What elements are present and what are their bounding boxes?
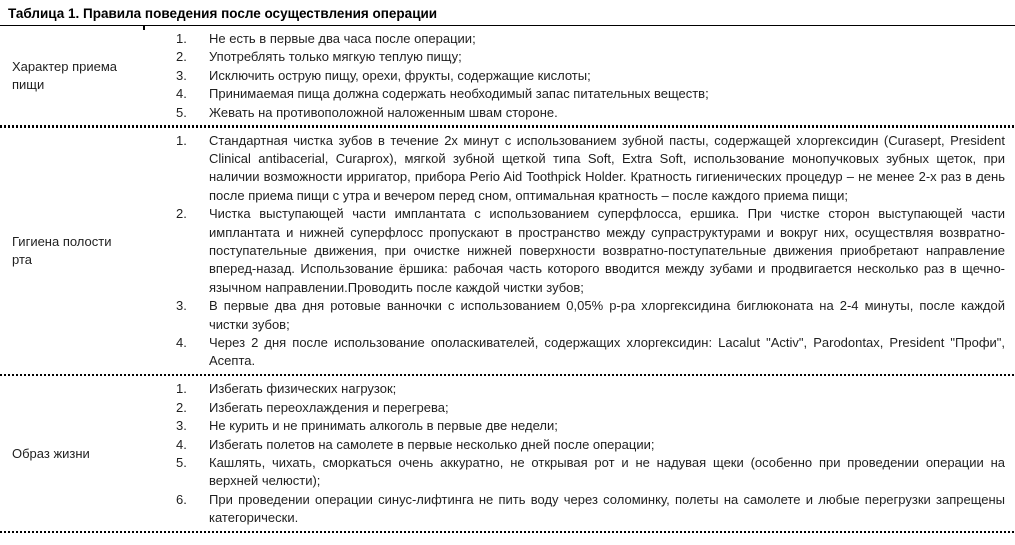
- item-text: Стандартная чистка зубов в течение 2х минут с использованием зубной пасты, содержащей хлоргексидин (Curasept, President Clinical antibacerial, Curaprox), мягкой зубной щеткой типа Soft, Extra Soft, использование монопучковых зубных щеток, при наличии возможности ирригатор, прибора Perio Aid Toothpick Holder. Кратность гигиенических процедур – не менее 2-х раз в день после приема пищи с утра и вечером перед сном, оптимальная кратность – после каждого приема пищи;: [209, 132, 1005, 203]
- row-items: [166, 30, 1015, 122]
- item-number: 3.: [176, 67, 187, 83]
- row-label-cell: [0, 380, 166, 527]
- list-item: [176, 399, 1005, 417]
- list-item: [176, 417, 1005, 435]
- list-item: [176, 48, 1005, 66]
- item-number: 3.: [176, 418, 187, 434]
- list-item: [176, 334, 1005, 371]
- item-text: Не курить и не принимать алкоголь в первые две недели;: [209, 418, 558, 434]
- table-row: [0, 26, 1015, 124]
- list-item: [176, 85, 1005, 103]
- item-text: В первые два дня ротовые ванночки с использованием 0,05% р-ра хлоргексидина биглюконата на 2-4 минуты, после каждой чистки зубов;: [209, 298, 1005, 332]
- title-rule: [0, 25, 1015, 26]
- item-number: 5.: [176, 104, 187, 120]
- list-item: [176, 491, 1005, 528]
- list-item: [176, 205, 1005, 297]
- item-text: Чистка выступающей части имплантата с использованием суперфлосса, ершика. При чистке сторон выступающей части имплантата и нижней суперфлосс пропускают в пространство между супраструктурами и вокруг них, осуществляя возвратно-поступательные движения, при очистке нижней поверхности возвратно-поступательные движения приобретают направление вперед-назад. Использование ёршика: рабочая часть которого вводится между зубами и продвигается несколько раз в щечно-язычном направлении.Проводить после каждой чистки зубов;: [209, 206, 1005, 295]
- list-item: [176, 454, 1005, 491]
- item-number: 6.: [176, 491, 187, 507]
- list-item: [176, 67, 1005, 85]
- item-text: Исключить острую пищу, орехи, фрукты, содержащие кислоты;: [209, 67, 591, 83]
- list-item: [176, 104, 1005, 122]
- item-number: 4.: [176, 436, 187, 452]
- item-text: Через 2 дня после использование ополаскивателей, содержащих хлоргексидин: Lacalut "Activ", Parodontax, President "Профи", Асепта.: [209, 335, 1005, 369]
- item-number: 3.: [176, 298, 187, 314]
- item-text: Кашлять, чихать, сморкаться очень аккуратно, не открывая рот и не надувая щеки (особенно при проведении операции на верхней челюсти);: [209, 454, 1005, 489]
- row-items: [166, 132, 1015, 371]
- item-text: Жевать на противоположной наложенным швам стороне.: [209, 104, 558, 120]
- item-text: Избегать физических нагрузок;: [209, 381, 397, 397]
- item-number: 2.: [176, 399, 187, 415]
- row-label: Гигиена полости рта: [12, 233, 112, 268]
- row-label-cell: [0, 30, 166, 122]
- item-number: 4.: [176, 335, 187, 350]
- item-number: 5.: [176, 454, 187, 470]
- table-row: [0, 128, 1015, 373]
- row-separator: [0, 531, 1015, 534]
- item-number: 1.: [176, 31, 187, 46]
- row-label: Характер приема пищи: [12, 58, 118, 93]
- item-number: 1.: [176, 381, 187, 397]
- row-label-cell: [0, 132, 166, 371]
- item-text: Избегать полетов на самолете в первые несколько дней после операции;: [209, 436, 655, 452]
- item-number: 1.: [176, 132, 187, 148]
- list-item: [176, 30, 1005, 48]
- row-items: [166, 380, 1015, 527]
- item-text: Не есть в первые два часа после операции;: [209, 31, 476, 46]
- item-number: 2.: [176, 206, 187, 222]
- list-item: [176, 297, 1005, 334]
- list-item: [176, 380, 1005, 398]
- list-item: [176, 436, 1005, 454]
- list-item: [176, 132, 1005, 206]
- item-text: Употреблять только мягкую теплую пищу;: [209, 49, 462, 65]
- column-divider-tick: [143, 26, 145, 30]
- table-row: [0, 376, 1015, 529]
- table: [0, 26, 1015, 533]
- item-text: Избегать переохлаждения и перегрева;: [209, 399, 449, 415]
- item-number: 2.: [176, 49, 187, 65]
- item-number: 4.: [176, 86, 187, 102]
- item-text: Принимаемая пища должна содержать необходимый запас питательных веществ;: [209, 86, 709, 102]
- table-title: Таблица 1. Правила поведения после осуществления операции: [8, 6, 438, 21]
- row-label: Образ жизни: [12, 445, 90, 461]
- item-text: При проведении операции синус-лифтинга не пить воду через соломинку, полеты на самолете и любые перегрузки запрещены категорически.: [209, 491, 1005, 526]
